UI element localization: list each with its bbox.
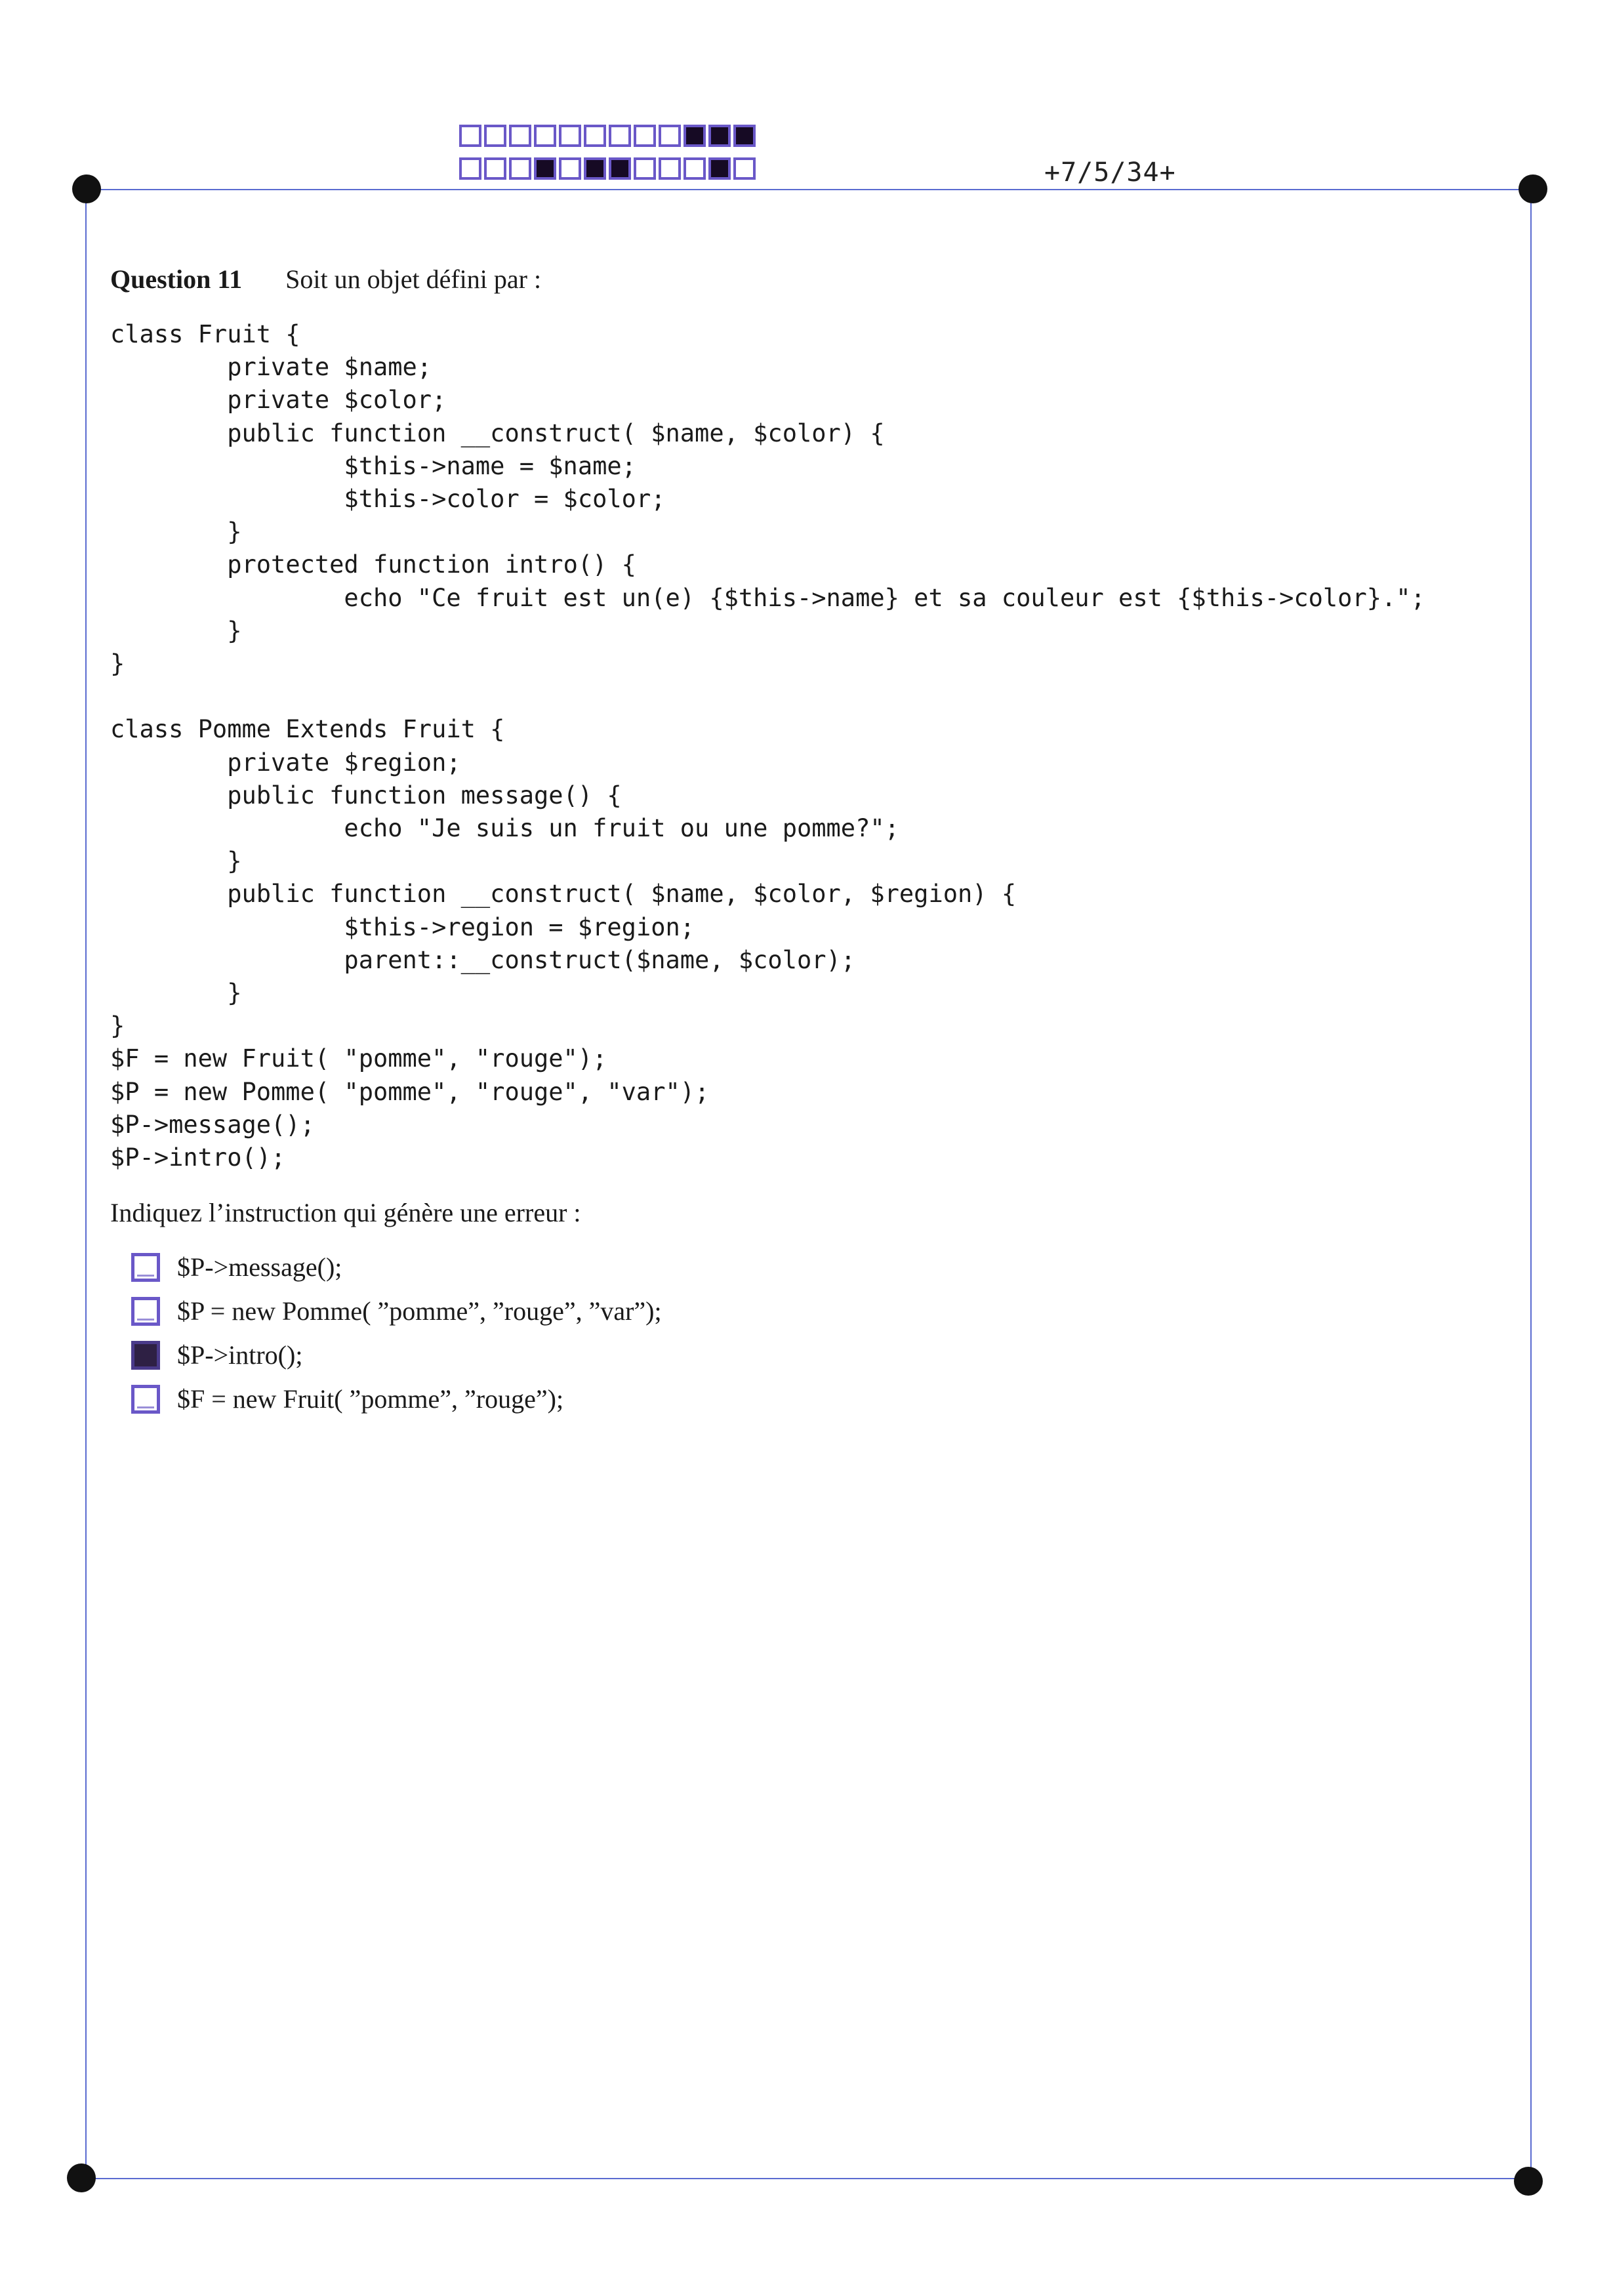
barcode-cell-empty — [659, 125, 681, 147]
barcode-cell-filled — [733, 125, 756, 147]
page-code: +7/5/34+ — [1044, 157, 1176, 188]
barcode-cell-empty — [609, 125, 631, 147]
barcode-cell-empty — [659, 157, 681, 180]
corner-marker-bottom-right — [1514, 2167, 1543, 2196]
corner-marker-bottom-left — [67, 2163, 96, 2192]
answer-choice-label: $P = new Pomme( ”pomme”, ”rouge”, ”var”); — [177, 1296, 662, 1326]
barcode-bottom-row — [459, 157, 756, 180]
answer-choice-label: $P->intro(); — [177, 1340, 303, 1370]
barcode-cell-empty — [509, 157, 531, 180]
barcode-cell-empty — [733, 157, 756, 180]
barcode-cell-empty — [559, 125, 581, 147]
barcode-cell-empty — [683, 157, 706, 180]
answer-choice[interactable] — [131, 1245, 662, 1289]
barcode-cell-empty — [459, 125, 481, 147]
barcode-cell-empty — [484, 157, 506, 180]
question-label: Question 11 — [110, 264, 243, 294]
barcode-cell-filled — [534, 157, 556, 180]
corner-marker-top-right — [1519, 174, 1547, 203]
corner-marker-top-left — [72, 174, 101, 203]
checkbox-unchecked[interactable] — [131, 1253, 160, 1282]
barcode-cell-filled — [609, 157, 631, 180]
answer-choice-label: $P->message(); — [177, 1252, 342, 1282]
code-listing: class Fruit { private $name; private $color; public function __construct( $name, $color) { $this->name = $name; $this->color = $color; } protected function intro() { echo "Ce fruit est un(e) {$this->name} et sa couleur est {$this->color}."; } } class Pomme Extends Fruit { private $region; public function message() { echo "Je suis un fruit ou une pomme?"; } public function __construct( $name, $color, $region) { $this->region = $region; parent::__construct($name, $color); } } $F = new Fruit( "pomme", "rouge"); $P = new Pomme( "pomme", "rouge", "var"); $P->message(); $P->intro(); — [110, 320, 1425, 1172]
answer-choice[interactable] — [131, 1289, 662, 1333]
barcode-cell-empty — [459, 157, 481, 180]
barcode-cell-empty — [534, 125, 556, 147]
barcode-cell-empty — [484, 125, 506, 147]
question-prompt: Soit un objet défini par : — [285, 264, 542, 294]
question-instruction: Indiquez l’instruction qui génère une erreur : — [110, 1198, 581, 1227]
question-header — [110, 264, 541, 295]
barcode-cell-filled — [584, 157, 606, 180]
barcode-cell-empty — [634, 125, 656, 147]
frame-top-line — [87, 189, 1534, 190]
frame-right-line — [1530, 189, 1532, 2178]
barcode-cell-filled — [683, 125, 706, 147]
answer-choice[interactable] — [131, 1333, 662, 1377]
barcode-cell-empty — [559, 157, 581, 180]
answer-choices — [131, 1245, 662, 1421]
barcode-cell-empty — [584, 125, 606, 147]
barcode-cell-filled — [708, 125, 731, 147]
frame-left-line — [85, 189, 87, 2178]
checkbox-checked[interactable] — [131, 1341, 160, 1370]
answer-choice[interactable] — [131, 1377, 662, 1421]
answer-choice-label: $F = new Fruit( ”pomme”, ”rouge”); — [177, 1384, 564, 1414]
frame-bottom-line — [81, 2178, 1528, 2179]
checkbox-unchecked[interactable] — [131, 1385, 160, 1414]
barcode-cell-empty — [509, 125, 531, 147]
barcode-cell-empty — [634, 157, 656, 180]
barcode-top-row — [459, 125, 756, 147]
barcode-cell-filled — [708, 157, 731, 180]
checkbox-unchecked[interactable] — [131, 1297, 160, 1326]
